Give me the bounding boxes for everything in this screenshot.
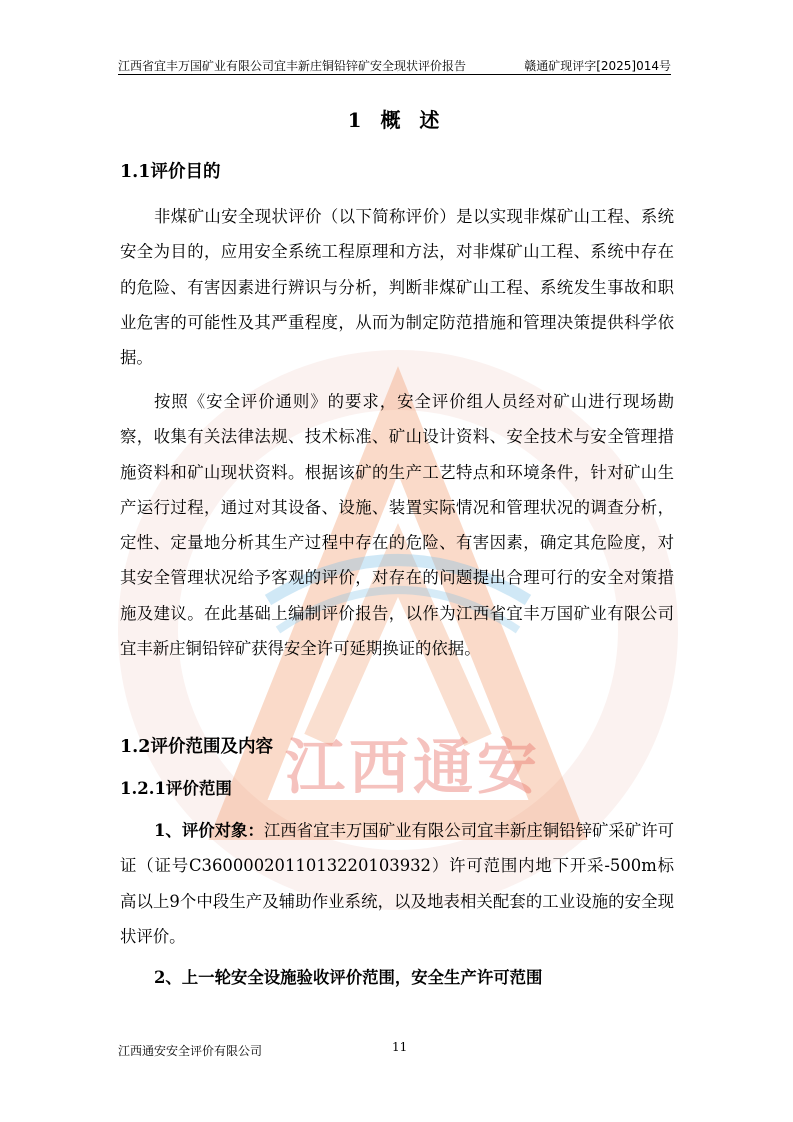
paragraph-purpose-2: 按照《安全评价通则》的要求，安全评价组人员经对矿山进行现场勘察，收集有关法律法规、技术标准、矿山设计资料、安全技术与安全管理措施资料和矿山现状资料。根据该矿的生产工艺特点和环境条件，针对矿山生产运行过程，通过对其设备、设施、装置实际情况和管理状况的调查分析，定性、定量地分析其生产过程中存在的危险、有害因素，确定其危险度，对其安全管理状况给予客观的评价，对存在的问题提出合理可行的安全对策措施及建议。在此基础上编制评价报告，以作为江西省宜丰万国矿业有限公司宜丰新庄铜铅锌矿获得安全许可延期换证的依据。 (120, 392, 674, 659)
section-heading-1-2: 1.2评价范围及内容 (120, 737, 273, 757)
header-doc-number: 赣通矿现评字[2025]014号 (524, 59, 671, 73)
page-number: 11 (392, 1040, 408, 1054)
header-title: 江西省宜丰万国矿业有限公司宜丰新庄铜铅锌矿安全现状评价报告 (118, 59, 467, 73)
watermark-stamp-text: 江西通安 (285, 733, 541, 803)
footer-company: 江西通安安全评价有限公司 (118, 1044, 263, 1058)
header-divider (118, 74, 671, 75)
paragraph-purpose-1: 非煤矿山安全现状评价（以下简称评价）是以实现非煤矿山工程、系统安全为目的，应用安全系统工程原理和方法，对非煤矿山工程、系统中存在的危险、有害因素进行辨识与分析，判断非煤矿山工程、系统发生事故和职业危害的可能性及其严重程度，从而为制定防范措施和管理决策提供科学依据。 (120, 207, 674, 368)
paragraph-scope-item-2: 2、上一轮安全设施验收评价范围，安全生产许可范围 (154, 968, 543, 987)
subsection-heading-1-2-1: 1.2.1评价范围 (120, 779, 232, 798)
scope-item-1-label: 1、评价对象： (154, 821, 264, 840)
section-heading-1-1: 1.1评价目的 (120, 162, 221, 182)
page-footer (118, 1040, 671, 1060)
page-header (118, 56, 671, 76)
scope-item-1-text: 江西省宜丰万国矿业有限公司宜丰新庄铜铅锌矿采矿许可证（证号C3600002011013220103932）许可范围内地下开采-500m标高以上9个中段生产及辅助作业系统，以及地表相关配套的工业设施的安全现状评价。 (120, 821, 674, 946)
paragraph-scope-item-1 (120, 813, 674, 954)
chapter-title: 1 概 述 (347, 108, 446, 132)
